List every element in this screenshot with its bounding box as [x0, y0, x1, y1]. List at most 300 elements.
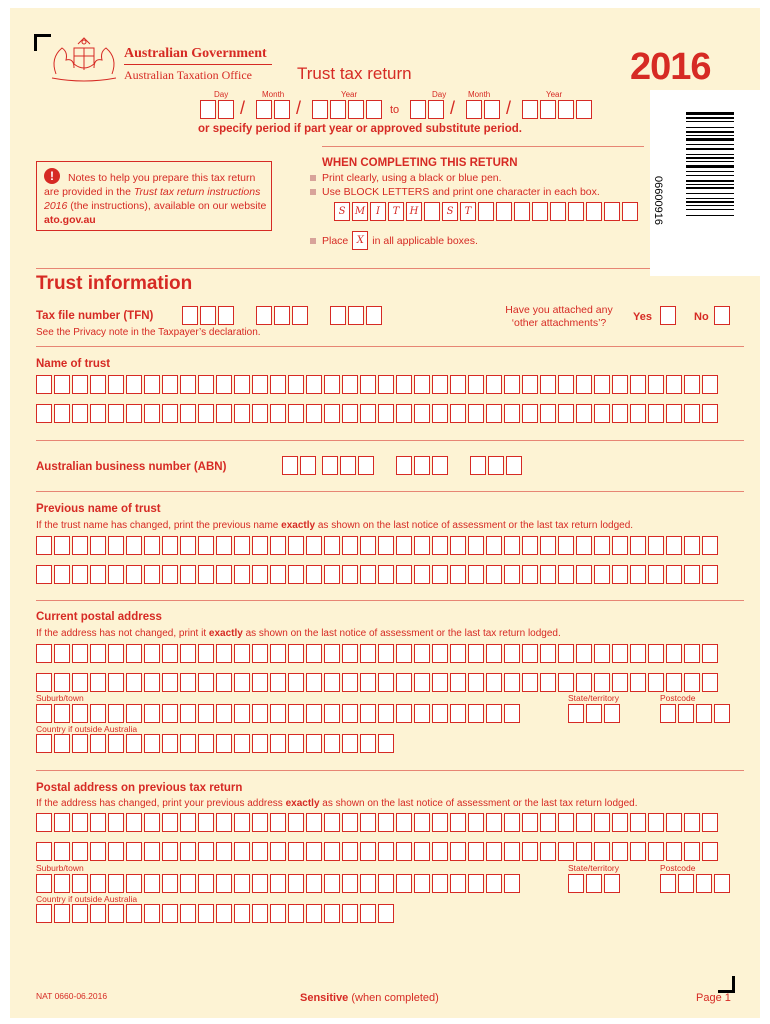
- character-box[interactable]: [432, 704, 448, 723]
- postal-postcode[interactable]: [660, 704, 730, 723]
- character-box[interactable]: [126, 904, 142, 923]
- character-box[interactable]: [432, 565, 448, 584]
- character-box[interactable]: [72, 404, 88, 423]
- character-box[interactable]: [144, 842, 160, 861]
- character-box[interactable]: [396, 673, 412, 692]
- character-box[interactable]: [594, 842, 610, 861]
- character-box[interactable]: [450, 813, 466, 832]
- postcode-box[interactable]: [678, 704, 694, 723]
- character-box[interactable]: [144, 874, 160, 893]
- character-box[interactable]: [396, 404, 412, 423]
- character-box[interactable]: [108, 404, 124, 423]
- character-box[interactable]: [270, 404, 286, 423]
- period-from-month-box[interactable]: [274, 100, 290, 119]
- character-box[interactable]: [342, 673, 358, 692]
- character-box[interactable]: [90, 375, 106, 394]
- character-box[interactable]: [540, 565, 556, 584]
- abn-group-2[interactable]: [322, 456, 374, 475]
- character-box[interactable]: [234, 673, 250, 692]
- character-box[interactable]: [432, 673, 448, 692]
- character-box[interactable]: [180, 813, 196, 832]
- character-box[interactable]: [108, 375, 124, 394]
- character-box[interactable]: [540, 375, 556, 394]
- character-box[interactable]: [54, 704, 70, 723]
- character-box[interactable]: [414, 565, 430, 584]
- character-box[interactable]: [162, 904, 178, 923]
- character-box[interactable]: [324, 536, 340, 555]
- character-box[interactable]: [504, 704, 520, 723]
- abn-box[interactable]: [358, 456, 374, 475]
- character-box[interactable]: [594, 565, 610, 584]
- character-box[interactable]: [54, 404, 70, 423]
- character-box[interactable]: [504, 842, 520, 861]
- character-box[interactable]: [144, 813, 160, 832]
- character-box[interactable]: [378, 375, 394, 394]
- period-from-year-box[interactable]: [366, 100, 382, 119]
- character-box[interactable]: [360, 704, 376, 723]
- character-box[interactable]: [216, 904, 232, 923]
- character-box[interactable]: [234, 904, 250, 923]
- character-box[interactable]: [360, 565, 376, 584]
- character-box[interactable]: [324, 565, 340, 584]
- prev-postal-row1[interactable]: [36, 813, 718, 832]
- abn-box[interactable]: [470, 456, 486, 475]
- postcode-box[interactable]: [678, 874, 694, 893]
- character-box[interactable]: [216, 813, 232, 832]
- character-box[interactable]: [306, 734, 322, 753]
- abn-box[interactable]: [282, 456, 298, 475]
- character-box[interactable]: [162, 644, 178, 663]
- character-box[interactable]: [90, 704, 106, 723]
- character-box[interactable]: [54, 842, 70, 861]
- character-box[interactable]: [468, 536, 484, 555]
- name-of-trust-row2[interactable]: [36, 404, 718, 423]
- character-box[interactable]: [666, 565, 682, 584]
- character-box[interactable]: [288, 704, 304, 723]
- character-box[interactable]: [432, 404, 448, 423]
- character-box[interactable]: [414, 673, 430, 692]
- character-box[interactable]: [576, 673, 592, 692]
- character-box[interactable]: [216, 734, 232, 753]
- character-box[interactable]: [396, 813, 412, 832]
- period-from-year[interactable]: [312, 100, 382, 119]
- character-box[interactable]: [36, 704, 52, 723]
- character-box[interactable]: [198, 404, 214, 423]
- character-box[interactable]: [144, 673, 160, 692]
- character-box[interactable]: [468, 874, 484, 893]
- character-box[interactable]: [252, 904, 268, 923]
- character-box[interactable]: [486, 813, 502, 832]
- character-box[interactable]: [414, 375, 430, 394]
- character-box[interactable]: [90, 536, 106, 555]
- character-box[interactable]: [198, 704, 214, 723]
- character-box[interactable]: [288, 644, 304, 663]
- character-box[interactable]: [396, 704, 412, 723]
- abn-box[interactable]: [506, 456, 522, 475]
- character-box[interactable]: [90, 734, 106, 753]
- character-box[interactable]: [378, 734, 394, 753]
- character-box[interactable]: [504, 644, 520, 663]
- character-box[interactable]: [648, 536, 664, 555]
- character-box[interactable]: [162, 565, 178, 584]
- character-box[interactable]: [108, 673, 124, 692]
- character-box[interactable]: [414, 644, 430, 663]
- character-box[interactable]: [666, 404, 682, 423]
- character-box[interactable]: [414, 704, 430, 723]
- character-box[interactable]: [216, 874, 232, 893]
- character-box[interactable]: [90, 842, 106, 861]
- postal-address-row1[interactable]: [36, 644, 718, 663]
- character-box[interactable]: [558, 813, 574, 832]
- abn-box[interactable]: [432, 456, 448, 475]
- character-box[interactable]: [648, 404, 664, 423]
- character-box[interactable]: [198, 734, 214, 753]
- character-box[interactable]: [180, 404, 196, 423]
- character-box[interactable]: [666, 842, 682, 861]
- character-box[interactable]: [558, 404, 574, 423]
- character-box[interactable]: [486, 842, 502, 861]
- character-box[interactable]: [234, 842, 250, 861]
- character-box[interactable]: [432, 644, 448, 663]
- character-box[interactable]: [486, 404, 502, 423]
- character-box[interactable]: [126, 644, 142, 663]
- character-box[interactable]: [594, 536, 610, 555]
- tfn-box[interactable]: [256, 306, 272, 325]
- character-box[interactable]: [540, 842, 556, 861]
- character-box[interactable]: [702, 375, 718, 394]
- character-box[interactable]: [648, 644, 664, 663]
- character-box[interactable]: [126, 565, 142, 584]
- character-box[interactable]: [540, 404, 556, 423]
- character-box[interactable]: [108, 904, 124, 923]
- character-box[interactable]: [144, 904, 160, 923]
- character-box[interactable]: [540, 813, 556, 832]
- character-box[interactable]: [612, 536, 628, 555]
- character-box[interactable]: [486, 644, 502, 663]
- character-box[interactable]: [270, 704, 286, 723]
- character-box[interactable]: [342, 404, 358, 423]
- character-box[interactable]: [378, 704, 394, 723]
- character-box[interactable]: [144, 704, 160, 723]
- character-box[interactable]: [558, 536, 574, 555]
- character-box[interactable]: [234, 375, 250, 394]
- character-box[interactable]: [144, 404, 160, 423]
- character-box[interactable]: [522, 813, 538, 832]
- character-box[interactable]: [306, 704, 322, 723]
- character-box[interactable]: [234, 536, 250, 555]
- character-box[interactable]: [522, 565, 538, 584]
- character-box[interactable]: [450, 375, 466, 394]
- character-box[interactable]: [270, 904, 286, 923]
- character-box[interactable]: [324, 404, 340, 423]
- character-box[interactable]: [270, 536, 286, 555]
- character-box[interactable]: [684, 404, 700, 423]
- period-to-day[interactable]: [410, 100, 444, 119]
- character-box[interactable]: [180, 842, 196, 861]
- character-box[interactable]: [468, 404, 484, 423]
- character-box[interactable]: [522, 644, 538, 663]
- character-box[interactable]: [648, 842, 664, 861]
- tfn-group-3[interactable]: [330, 306, 382, 325]
- character-box[interactable]: [288, 673, 304, 692]
- character-box[interactable]: [504, 673, 520, 692]
- tfn-box[interactable]: [330, 306, 346, 325]
- character-box[interactable]: [108, 842, 124, 861]
- character-box[interactable]: [36, 874, 52, 893]
- character-box[interactable]: [360, 734, 376, 753]
- character-box[interactable]: [360, 404, 376, 423]
- postal-country[interactable]: [36, 734, 394, 753]
- character-box[interactable]: [702, 404, 718, 423]
- period-to-month-box[interactable]: [484, 100, 500, 119]
- character-box[interactable]: [522, 536, 538, 555]
- character-box[interactable]: [612, 813, 628, 832]
- character-box[interactable]: [180, 734, 196, 753]
- character-box[interactable]: [450, 704, 466, 723]
- character-box[interactable]: [324, 904, 340, 923]
- character-box[interactable]: [270, 734, 286, 753]
- character-box[interactable]: [288, 874, 304, 893]
- character-box[interactable]: [414, 874, 430, 893]
- character-box[interactable]: [180, 565, 196, 584]
- character-box[interactable]: [126, 874, 142, 893]
- character-box[interactable]: [594, 375, 610, 394]
- character-box[interactable]: [378, 565, 394, 584]
- character-box[interactable]: [162, 842, 178, 861]
- character-box[interactable]: [36, 813, 52, 832]
- character-box[interactable]: [504, 375, 520, 394]
- abn-group-4[interactable]: [470, 456, 522, 475]
- character-box[interactable]: [450, 644, 466, 663]
- tfn-box[interactable]: [348, 306, 364, 325]
- character-box[interactable]: [162, 874, 178, 893]
- character-box[interactable]: [612, 375, 628, 394]
- character-box[interactable]: [54, 734, 70, 753]
- character-box[interactable]: [504, 536, 520, 555]
- character-box[interactable]: [666, 813, 682, 832]
- character-box[interactable]: [486, 673, 502, 692]
- character-box[interactable]: [576, 813, 592, 832]
- character-box[interactable]: [558, 375, 574, 394]
- character-box[interactable]: [306, 673, 322, 692]
- period-to-year[interactable]: [522, 100, 592, 119]
- character-box[interactable]: [36, 842, 52, 861]
- abn-box[interactable]: [488, 456, 504, 475]
- postal-state[interactable]: [568, 704, 620, 723]
- character-box[interactable]: [252, 734, 268, 753]
- character-box[interactable]: [594, 813, 610, 832]
- character-box[interactable]: [324, 673, 340, 692]
- character-box[interactable]: [306, 874, 322, 893]
- character-box[interactable]: [414, 536, 430, 555]
- character-box[interactable]: [702, 842, 718, 861]
- character-box[interactable]: [162, 734, 178, 753]
- character-box[interactable]: [630, 536, 646, 555]
- character-box[interactable]: [126, 704, 142, 723]
- character-box[interactable]: [252, 813, 268, 832]
- character-box[interactable]: [288, 536, 304, 555]
- tfn-box[interactable]: [292, 306, 308, 325]
- prev-postal-postcode[interactable]: [660, 874, 730, 893]
- character-box[interactable]: [378, 404, 394, 423]
- character-box[interactable]: [630, 644, 646, 663]
- prev-name-row2[interactable]: [36, 565, 718, 584]
- character-box[interactable]: [126, 673, 142, 692]
- state-box[interactable]: [568, 874, 584, 893]
- period-to-year-box[interactable]: [522, 100, 538, 119]
- character-box[interactable]: [36, 673, 52, 692]
- character-box[interactable]: [36, 644, 52, 663]
- character-box[interactable]: [486, 874, 502, 893]
- character-box[interactable]: [630, 673, 646, 692]
- postcode-box[interactable]: [696, 704, 712, 723]
- character-box[interactable]: [270, 874, 286, 893]
- character-box[interactable]: [288, 565, 304, 584]
- character-box[interactable]: [288, 734, 304, 753]
- character-box[interactable]: [72, 842, 88, 861]
- character-box[interactable]: [198, 813, 214, 832]
- character-box[interactable]: [702, 644, 718, 663]
- state-box[interactable]: [586, 874, 602, 893]
- character-box[interactable]: [666, 536, 682, 555]
- character-box[interactable]: [522, 842, 538, 861]
- character-box[interactable]: [162, 404, 178, 423]
- character-box[interactable]: [522, 375, 538, 394]
- character-box[interactable]: [432, 874, 448, 893]
- character-box[interactable]: [180, 536, 196, 555]
- character-box[interactable]: [432, 536, 448, 555]
- character-box[interactable]: [198, 565, 214, 584]
- abn-box[interactable]: [414, 456, 430, 475]
- character-box[interactable]: [324, 734, 340, 753]
- character-box[interactable]: [630, 813, 646, 832]
- abn-group-1[interactable]: [282, 456, 316, 475]
- character-box[interactable]: [666, 644, 682, 663]
- character-box[interactable]: [270, 813, 286, 832]
- character-box[interactable]: [162, 536, 178, 555]
- character-box[interactable]: [342, 565, 358, 584]
- character-box[interactable]: [342, 734, 358, 753]
- character-box[interactable]: [288, 904, 304, 923]
- period-from-day[interactable]: [200, 100, 234, 119]
- character-box[interactable]: [414, 842, 430, 861]
- character-box[interactable]: [432, 813, 448, 832]
- character-box[interactable]: [54, 673, 70, 692]
- character-box[interactable]: [702, 536, 718, 555]
- character-box[interactable]: [72, 673, 88, 692]
- abn-box[interactable]: [340, 456, 356, 475]
- character-box[interactable]: [180, 673, 196, 692]
- character-box[interactable]: [216, 842, 232, 861]
- character-box[interactable]: [198, 536, 214, 555]
- character-box[interactable]: [216, 404, 232, 423]
- character-box[interactable]: [342, 536, 358, 555]
- character-box[interactable]: [54, 565, 70, 584]
- prev-postal-row2[interactable]: [36, 842, 718, 861]
- character-box[interactable]: [108, 565, 124, 584]
- character-box[interactable]: [270, 673, 286, 692]
- character-box[interactable]: [324, 842, 340, 861]
- character-box[interactable]: [54, 904, 70, 923]
- character-box[interactable]: [54, 813, 70, 832]
- character-box[interactable]: [504, 874, 520, 893]
- character-box[interactable]: [72, 734, 88, 753]
- character-box[interactable]: [108, 734, 124, 753]
- character-box[interactable]: [72, 565, 88, 584]
- character-box[interactable]: [432, 375, 448, 394]
- character-box[interactable]: [306, 842, 322, 861]
- character-box[interactable]: [504, 813, 520, 832]
- character-box[interactable]: [468, 375, 484, 394]
- period-from-month-box[interactable]: [256, 100, 272, 119]
- character-box[interactable]: [234, 565, 250, 584]
- character-box[interactable]: [72, 704, 88, 723]
- character-box[interactable]: [36, 904, 52, 923]
- period-to-day-box[interactable]: [410, 100, 426, 119]
- character-box[interactable]: [108, 874, 124, 893]
- character-box[interactable]: [558, 565, 574, 584]
- character-box[interactable]: [684, 565, 700, 584]
- character-box[interactable]: [612, 404, 628, 423]
- character-box[interactable]: [360, 375, 376, 394]
- character-box[interactable]: [126, 536, 142, 555]
- character-box[interactable]: [54, 874, 70, 893]
- postal-suburb[interactable]: [36, 704, 520, 723]
- period-to-year-box[interactable]: [558, 100, 574, 119]
- character-box[interactable]: [324, 704, 340, 723]
- character-box[interactable]: [36, 375, 52, 394]
- character-box[interactable]: [360, 644, 376, 663]
- character-box[interactable]: [234, 813, 250, 832]
- tfn-group-2[interactable]: [256, 306, 308, 325]
- character-box[interactable]: [558, 644, 574, 663]
- character-box[interactable]: [36, 536, 52, 555]
- character-box[interactable]: [144, 734, 160, 753]
- character-box[interactable]: [486, 704, 502, 723]
- character-box[interactable]: [684, 375, 700, 394]
- character-box[interactable]: [468, 673, 484, 692]
- prev-postal-country[interactable]: [36, 904, 394, 923]
- character-box[interactable]: [396, 375, 412, 394]
- character-box[interactable]: [342, 904, 358, 923]
- character-box[interactable]: [180, 644, 196, 663]
- character-box[interactable]: [702, 565, 718, 584]
- character-box[interactable]: [126, 842, 142, 861]
- period-from-day-box[interactable]: [218, 100, 234, 119]
- character-box[interactable]: [576, 404, 592, 423]
- character-box[interactable]: [630, 404, 646, 423]
- character-box[interactable]: [342, 375, 358, 394]
- character-box[interactable]: [558, 842, 574, 861]
- character-box[interactable]: [468, 842, 484, 861]
- character-box[interactable]: [180, 874, 196, 893]
- character-box[interactable]: [486, 536, 502, 555]
- character-box[interactable]: [684, 673, 700, 692]
- character-box[interactable]: [234, 644, 250, 663]
- character-box[interactable]: [378, 813, 394, 832]
- character-box[interactable]: [198, 644, 214, 663]
- character-box[interactable]: [144, 536, 160, 555]
- character-box[interactable]: [108, 704, 124, 723]
- character-box[interactable]: [432, 842, 448, 861]
- character-box[interactable]: [702, 813, 718, 832]
- character-box[interactable]: [468, 813, 484, 832]
- character-box[interactable]: [162, 673, 178, 692]
- character-box[interactable]: [396, 536, 412, 555]
- period-from-year-box[interactable]: [348, 100, 364, 119]
- character-box[interactable]: [378, 842, 394, 861]
- character-box[interactable]: [450, 842, 466, 861]
